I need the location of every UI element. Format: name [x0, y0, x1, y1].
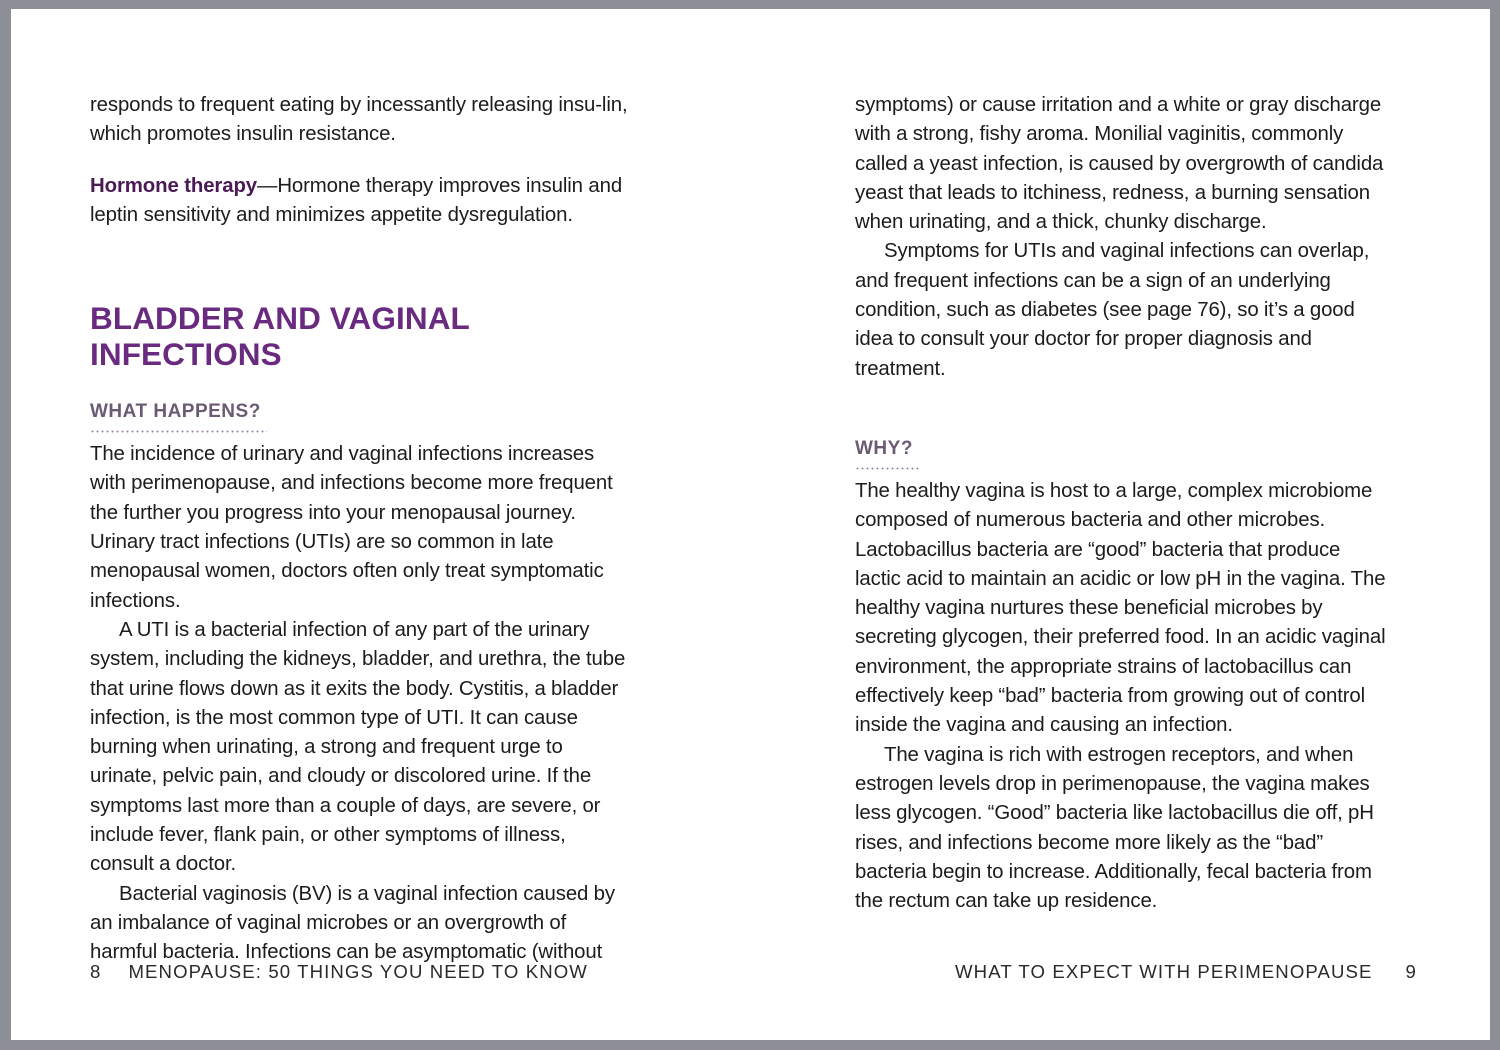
run-in-text: Hormone therapy improves insulin and leptin sensitivity and minimizes appetite dysregulation.	[90, 174, 623, 226]
run-in-dash: —	[257, 174, 278, 197]
page-number: 8	[90, 961, 102, 982]
run-in-paragraph	[90, 150, 631, 231]
page-number: 9	[1405, 961, 1417, 982]
paragraph: Symptoms for UTIs and vaginal infections can overlap, and frequent infections can be a sign of an underlying condition, such as diabetes (see page 76), so it’s a good idea to consult your doctor for proper diagnosis and treatment.	[855, 240, 1370, 380]
paragraph: The healthy vagina is host to a large, complex microbiome composed of numerous bacteria and other microbes. Lactobacillus bacteria are “good” bacteria that produce lactic acid to maintain an acidic or low pH in the vagina. The healthy vagina nurtures these beneficial microbes by secreting glycogen, their preferred food. In an acidic vaginal environment, the appropriate strains of lactobacillus can effectively keep “bad” bacteria from growing out of control inside the vagina and causing an infection.	[855, 479, 1386, 737]
subhead-label: WHY?	[855, 437, 913, 459]
subhead-what-happens-wrap	[90, 372, 631, 440]
dotted-rule	[855, 467, 919, 470]
left-page-footer	[90, 961, 588, 983]
running-head: MENOPAUSE: 50 THINGS YOU NEED TO KNOW	[128, 961, 588, 982]
paragraph: symptoms) or cause irritation and a white or gray discharge with a strong, fishy aroma. Monilial vaginitis, commonly called a yeast infection, is caused by overgrowth of candida yeast that leads to itchiness, redness, a burning sensation when urinating, and a thick, chunky discharge.	[855, 94, 1384, 234]
continued-paragraph: responds to frequent eating by incessantly releasing insu-lin, which promotes insulin resistance.	[90, 94, 628, 146]
paragraph: The incidence of urinary and vaginal infections increases with perimenopause, and infections become more frequent the further you progress into your menopausal journey. Urinary tract infections (UTIs) are so common in late menopausal women, doctors often only treat symptomatic infections.	[90, 443, 613, 612]
book-spread	[11, 9, 1490, 1040]
dotted-rule	[90, 430, 267, 433]
subhead-why	[855, 409, 913, 460]
left-page	[11, 9, 771, 1040]
subhead-what-happens	[90, 372, 261, 423]
paragraph: The vagina is rich with estrogen receptors, and when estrogen levels drop in perimenopause, the vagina makes less glycogen. “Good” bacteria like lactobacillus die off, pH rises, and infections become more likely as the “bad” bacteria begin to increase. Additionally, fecal bacteria from the rectum can take up residence.	[855, 743, 1374, 913]
right-page-footer	[955, 961, 1417, 983]
right-page	[771, 9, 1490, 1040]
paragraph: A UTI is a bacterial infection of any part of the urinary system, including the kidneys, bladder, and urethra, the tube that urine flows down as it exits the body. Cystitis, a bladder infection, is the most common type of UTI. It can cause burning when urinating, a strong and frequent urge to urinate, pelvic pain, and cloudy or discolored urine. If the symptoms last more than a couple of days, are severe, or include fever, flank pain, or other symptoms of illness, consult a doctor.	[90, 618, 626, 876]
running-head: WHAT TO EXPECT WITH PERIMENOPAUSE	[955, 961, 1373, 982]
subhead-why-wrap	[855, 384, 1390, 477]
page-title: BLADDER AND VAGINAL INFECTIONS	[90, 300, 470, 373]
right-column	[855, 91, 1390, 916]
left-column	[90, 91, 631, 968]
page-sheet	[11, 9, 1490, 1040]
run-in-term: Hormone therapy	[90, 174, 258, 197]
subhead-label: WHAT HAPPENS?	[90, 401, 261, 423]
paragraph: Bacterial vaginosis (BV) is a vaginal infection caused by an imbalance of vaginal microbes or an overgrowth of harmful bacteria. Infections can be asymptomatic (without	[90, 882, 615, 964]
